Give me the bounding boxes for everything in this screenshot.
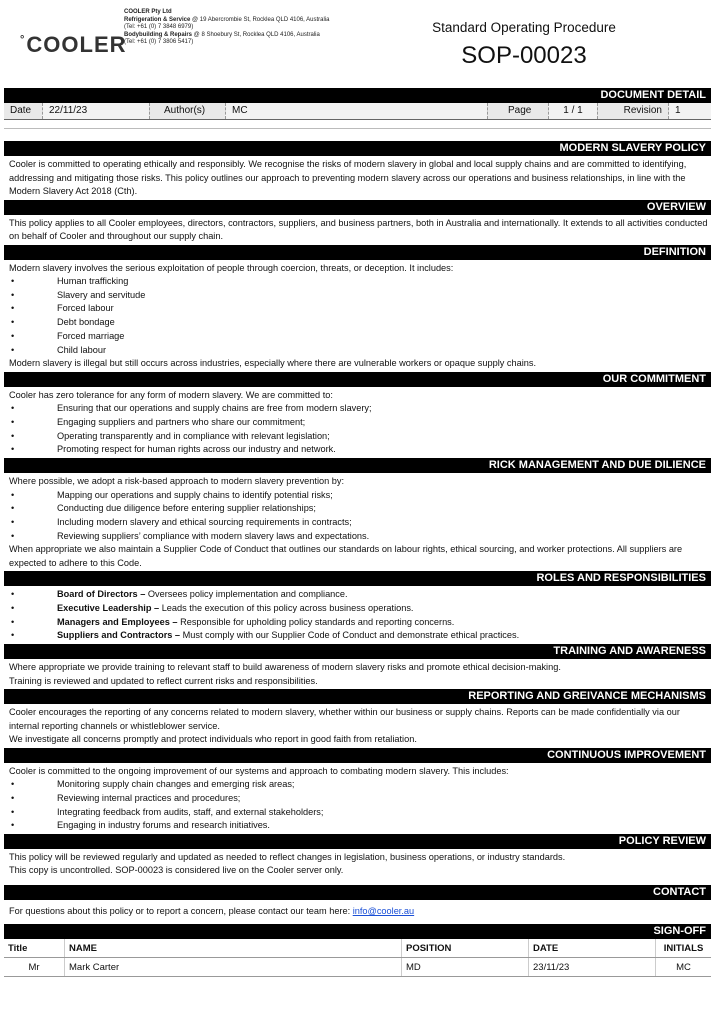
- document-detail-heading: DOCUMENT DETAIL: [4, 88, 711, 103]
- overview-heading: OVERVIEW: [4, 200, 711, 215]
- improvement-heading: CONTINUOUS IMPROVEMENT: [4, 748, 711, 763]
- list-item: • Child labour: [9, 344, 708, 358]
- signoff-table: [4, 939, 711, 977]
- risk-heading: RICK MANAGEMENT AND DUE DILIENCE: [4, 458, 711, 473]
- overview-section: [4, 215, 711, 245]
- roles-section: [4, 586, 711, 644]
- list-item: • Forced labour: [9, 302, 708, 316]
- improvement-section: [4, 763, 711, 834]
- role-item: [9, 602, 708, 616]
- training-section: [4, 659, 711, 689]
- commitment-heading: OUR COMMITMENT: [4, 372, 711, 387]
- role-item: [9, 629, 708, 643]
- col-name: NAME: [65, 939, 402, 958]
- date-label: Date: [4, 103, 42, 119]
- role-desc: Oversees policy implementation and compliance.: [145, 589, 348, 600]
- list-item: • Debt bondage: [9, 316, 708, 330]
- cell-date: 23/11/23: [529, 958, 656, 977]
- reporting-line: Cooler encourages the reporting of any concerns related to modern slavery, whether within our business or supply chains. Reports can be made confidentially via our internal reporting channels or whistleblower service.: [9, 707, 680, 731]
- list-item: • Human trafficking: [9, 275, 708, 289]
- revision-label: Revision: [597, 103, 668, 119]
- training-line: Where appropriate we provide training to relevant staff to build awareness of modern slavery risks and promote ethical decision-making.: [9, 662, 561, 673]
- page-value: 1 / 1: [548, 103, 597, 119]
- review-line: This policy will be reviewed regularly and updated as needed to reflect changes in legislation, business operations, or industry standards.: [9, 851, 566, 862]
- role-name: Board of Directors –: [57, 589, 146, 600]
- overview-text: This policy applies to all Cooler employees, directors, contractors, suppliers, and business partners, both in Australia and internationally. It extends to all activities conducted on behalf of Cooler and throughout our supply chain.: [9, 217, 708, 241]
- definition-section: [4, 260, 711, 372]
- policy-section: [4, 156, 711, 200]
- col-title: Title: [4, 939, 65, 958]
- training-line: Training is reviewed and updated to reflect current risks and responsibilities.: [9, 675, 318, 686]
- definition-outro: Modern slavery is illegal but still occurs across industries, especially where there are vulnerable workers or opaque supply chains.: [9, 358, 536, 369]
- spacer: [4, 120, 711, 129]
- list-item: • Including modern slavery and ethical sourcing requirements in contracts;: [9, 516, 708, 530]
- contact-section: [4, 900, 711, 923]
- policy-heading: MODERN SLAVERY POLICY: [4, 141, 711, 156]
- table-header-row: [4, 939, 711, 958]
- refrigeration-address: @ 19 Abercrombie St, Rocklea QLD 4106, Australia: [190, 16, 330, 23]
- list-item: • Forced marriage: [9, 330, 708, 344]
- cooler-logo: °COOLER: [20, 32, 127, 57]
- sop-document: [4, 4, 711, 977]
- col-position: POSITION: [402, 939, 529, 958]
- list-item: • Slavery and servitude: [9, 289, 708, 303]
- author-value: MC: [225, 103, 487, 119]
- list-item: • Ensuring that our operations and supply chains are free from modern slavery;: [9, 402, 708, 416]
- role-desc: Must comply with our Supplier Code of Conduct and demonstrate ethical practices.: [180, 630, 520, 641]
- role-name: Managers and Employees –: [57, 616, 178, 627]
- commitment-section: [4, 387, 711, 458]
- roles-heading: ROLES AND RESPONSIBILITIES: [4, 571, 711, 586]
- cell-initials: MC: [656, 958, 712, 977]
- review-heading: POLICY REVIEW: [4, 834, 711, 849]
- role-name: Suppliers and Contractors –: [57, 630, 181, 641]
- role-item: [9, 588, 708, 602]
- policy-text: Cooler is committed to operating ethically and responsibly. We recognise the risks of modern slavery in global and local supply chains and are committed to identifying, addressing and mitigating those risks. This policy outlines our approach to preventing modern slavery across our operations and business relationships, in line with the Modern Slavery Act 2018 (Cth).: [9, 159, 687, 196]
- list-item: • Reviewing suppliers’ compliance with modern slavery laws and expectations.: [9, 530, 708, 544]
- revision-value: 1: [668, 103, 711, 119]
- company-name: COOLER Pty Ltd: [124, 9, 172, 15]
- list-item: • Promoting respect for human rights across our industry and network.: [9, 443, 708, 457]
- reporting-line: We investigate all concerns promptly and protect individuals who report in good faith from retaliation.: [9, 734, 417, 745]
- contact-heading: CONTACT: [4, 885, 711, 900]
- definition-intro: Modern slavery involves the serious exploitation of people through coercion, threats, or deception. It includes:: [9, 262, 454, 273]
- training-heading: TRAINING AND AWARENESS: [4, 644, 711, 659]
- bodybuilding-label: Bodybuilding & Repairs: [124, 31, 193, 38]
- list-item: • Operating transparently and in compliance with relevant legislation;: [9, 430, 708, 444]
- risk-intro: Where possible, we adopt a risk-based approach to modern slavery prevention by:: [9, 476, 345, 487]
- document-detail-row: [4, 103, 711, 120]
- date-value: 22/11/23: [42, 103, 149, 119]
- refrigeration-label: Refrigeration & Service: [124, 16, 191, 23]
- review-section: [4, 849, 711, 879]
- role-name: Executive Leadership –: [57, 603, 160, 614]
- improvement-intro: Cooler is committed to the ongoing improvement of our systems and approach to combating modern slavery. This includes:: [9, 765, 509, 776]
- role-desc: Responsible for upholding policy standards and reporting concerns.: [177, 616, 455, 627]
- list-item: • Monitoring supply chain changes and emerging risk areas;: [9, 778, 708, 792]
- bodybuilding-address: @ 8 Shoebury St, Rocklea QLD 4106, Australia: [192, 31, 320, 38]
- review-line: This copy is uncontrolled. SOP-00023 is considered live on the Cooler server only.: [9, 865, 344, 876]
- page-label: Page: [487, 103, 548, 119]
- sop-title: Standard Operating Procedure: [432, 20, 616, 35]
- bodybuilding-phone: (Tel: +61 (0) 7 3806 5417): [124, 39, 194, 46]
- col-initials: INITIALS: [656, 939, 712, 958]
- definition-heading: DEFINITION: [4, 245, 711, 260]
- sop-number: SOP-00023: [461, 42, 587, 69]
- signoff-heading: SIGN-OFF: [4, 924, 711, 939]
- author-label: Author(s): [149, 103, 225, 119]
- cell-position: MD: [402, 958, 529, 977]
- cell-title: Mr: [4, 958, 65, 977]
- table-row: [4, 958, 711, 977]
- reporting-section: [4, 704, 711, 748]
- role-desc: Leads the execution of this policy across business operations.: [159, 603, 414, 614]
- contact-text: For questions about this policy or to report a concern, please contact our team here:: [9, 905, 353, 916]
- contact-email-link[interactable]: info@cooler.au: [352, 905, 415, 916]
- list-item: • Conducting due diligence before entering supplier relationships;: [9, 502, 708, 516]
- cell-name: Mark Carter: [65, 958, 402, 977]
- company-info: [124, 9, 364, 47]
- col-date: DATE: [529, 939, 656, 958]
- commitment-intro: Cooler has zero tolerance for any form of modern slavery. We are committed to:: [9, 389, 333, 400]
- risk-outro: When appropriate we also maintain a Supplier Code of Conduct that outlines our standards on labour rights, ethical sourcing, and worker protections. All suppliers are expected to adhere to this Code.: [9, 544, 683, 568]
- list-item: • Engaging in industry forums and research initiatives.: [9, 819, 708, 833]
- list-item: • Integrating feedback from audits, staff, and external stakeholders;: [9, 806, 708, 820]
- list-item: • Reviewing internal practices and procedures;: [9, 792, 708, 806]
- risk-section: [4, 473, 711, 571]
- document-header: [4, 4, 711, 88]
- refrigeration-phone: (Tel: +61 (0) 7 3848 6979): [124, 24, 194, 31]
- role-item: [9, 616, 708, 630]
- reporting-heading: REPORTING AND GREIVANCE MECHANISMS: [4, 689, 711, 704]
- list-item: • Engaging suppliers and partners who share our commitment;: [9, 416, 708, 430]
- list-item: • Mapping our operations and supply chains to identify potential risks;: [9, 489, 708, 503]
